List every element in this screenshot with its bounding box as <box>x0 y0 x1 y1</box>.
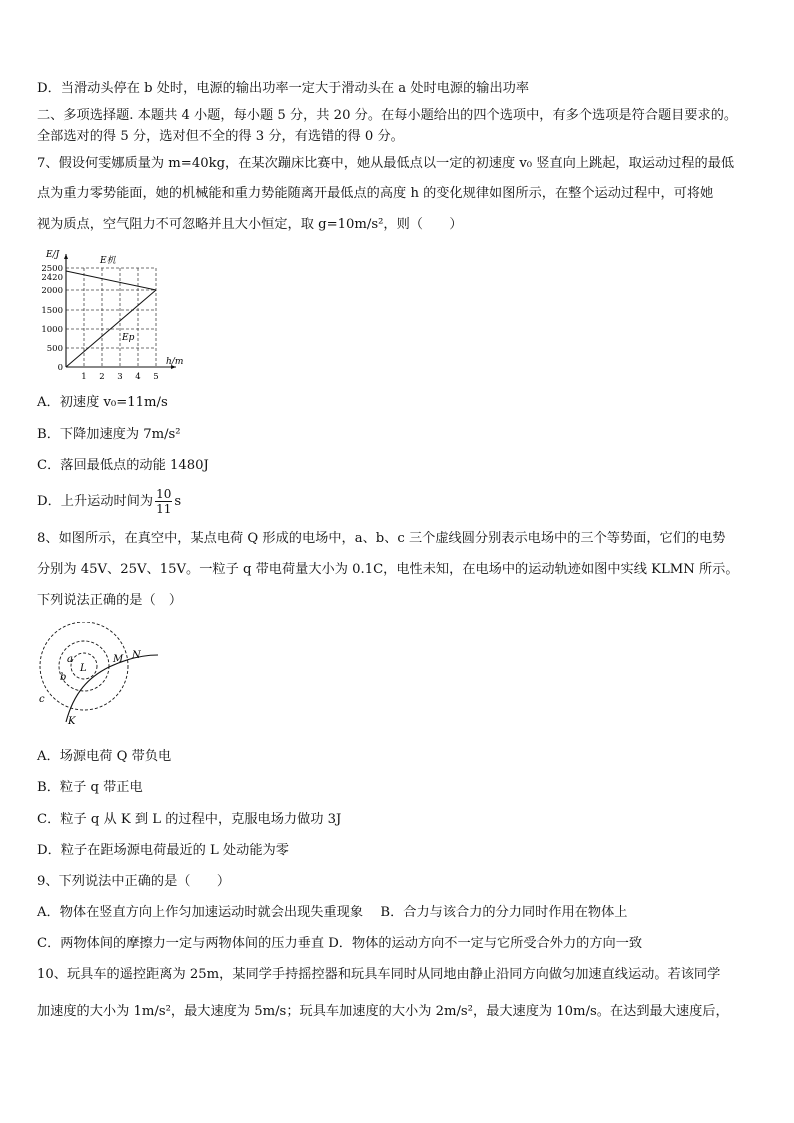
mech-line-label: E机 <box>100 256 116 266</box>
x-tick: 5 <box>153 372 159 382</box>
q7-option-a: A．初速度 v₀=11m/s <box>37 395 168 410</box>
q7-option-b: B．下降加速度为 7m/s² <box>37 427 181 442</box>
q9-stem: 9、下列说法中正确的是（ ） <box>37 874 231 889</box>
x-tick: 1 <box>81 372 87 382</box>
y-axis-label: E/J <box>46 250 60 260</box>
q8-stem-3: 下列说法正确的是（ ） <box>37 593 183 608</box>
q7-stem-1: 7、假设何雯娜质量为 m=40kg，在某次蹦床比赛中，她从最低点以一定的初速度 v₀ 竖直向上跳起，取运动过程的最低 <box>37 156 735 171</box>
y-tick: 1500 <box>41 306 63 316</box>
y-tick: 0 <box>57 363 63 373</box>
label-m: M <box>113 654 124 665</box>
q7-option-d <box>37 484 181 520</box>
fraction-denominator: 11 <box>156 502 172 516</box>
q7-option-d-text: D．上升运动时间为 <box>37 494 154 509</box>
label-k: K <box>68 716 76 727</box>
q7-stem-2: 点为重力零势能面，她的机械能和重力势能随离开最低点的高度 h 的变化规律如图所示，在整个运动过程中，可将她 <box>37 186 714 201</box>
fraction-numerator: 10 <box>156 487 172 501</box>
q8-option-d: D．粒子在距场源电荷最近的 L 处动能为零 <box>37 843 289 858</box>
fraction <box>155 487 172 516</box>
pot-energy-line <box>66 290 156 367</box>
x-axis-label: h/m <box>166 357 184 367</box>
label-a: a <box>67 654 73 665</box>
mech-energy-line <box>66 271 156 290</box>
x-tick: 3 <box>117 372 123 382</box>
q6-option-d: D．当滑动头停在 b 处时，电源的输出功率一定大于滑动头在 a 处时电源的输出功率 <box>37 81 530 96</box>
label-b: b <box>60 672 67 683</box>
x-tick: 4 <box>135 372 141 382</box>
section-heading: 二、多项选择题. 本题共 4 小题，每小题 5 分，共 20 分。在每小题给出的四个选项中，有多个选项是符合题目要求的。 <box>37 108 738 123</box>
label-l: L <box>80 663 87 674</box>
q10-stem-2: 加速度的大小为 1m/s²，最大速度为 5m/s；玩具车加速度的大小为 2m/s²，最大速度为 10m/s。在达到最大速度后， <box>37 1004 729 1019</box>
q8-option-c: C．粒子 q 从 K 到 L 的过程中，克服电场力做功 3J <box>37 812 342 827</box>
y-tick: 2500 <box>41 264 63 274</box>
q7-stem-3: 视为质点，空气阻力不可忽略并且大小恒定，取 g=10m/s²，则（ ） <box>37 217 463 232</box>
q9-options-ab: A．物体在竖直方向上作匀加速运动时就会出现失重现象 B．合力与该合力的分力同时作用在物体上 <box>37 905 628 920</box>
y-tick: 2000 <box>41 286 63 296</box>
energy-height-graph <box>36 246 196 384</box>
label-n: N <box>132 650 141 661</box>
q8-option-b: B．粒子 q 带正电 <box>37 780 143 795</box>
pot-line-label: Ep <box>122 333 135 343</box>
q8-stem-1: 8、如图所示，在真空中，某点电荷 Q 形成的电场中，a、b、c 三个虚线圆分别表示电场中的三个等势面，它们的电势 <box>37 531 726 546</box>
q7-option-c: C．落回最低点的动能 1480J <box>37 458 209 473</box>
q10-stem-1: 10、玩具车的遥控距离为 25m，某同学手持摇控器和玩具车同时从同地由静止沿同方向做匀加速直线运动。若该同学 <box>37 967 721 982</box>
q8-option-a: A．场源电荷 Q 带负电 <box>37 749 172 764</box>
y-tick: 2420 <box>41 273 63 283</box>
y-tick: 500 <box>46 344 63 354</box>
x-tick: 2 <box>99 372 105 382</box>
q8-stem-2: 分别为 45V、25V、15V。一粒子 q 带电荷量大小为 0.1C，电性未知，在电场中的运动轨迹如图中实线 KLMN 所示。 <box>37 562 739 577</box>
section-rule: 全部选对的得 5 分，选对但不全的得 3 分，有选错的得 0 分。 <box>37 129 404 144</box>
equipotential-figure <box>34 622 164 730</box>
unit: s <box>174 494 182 509</box>
q9-options-cd: C．两物体间的摩擦力一定与两物体间的压力垂直 D．物体的运动方向不一定与它所受合外力的方向一致 <box>37 936 643 951</box>
y-tick: 1000 <box>41 325 63 335</box>
label-c: c <box>39 694 45 705</box>
